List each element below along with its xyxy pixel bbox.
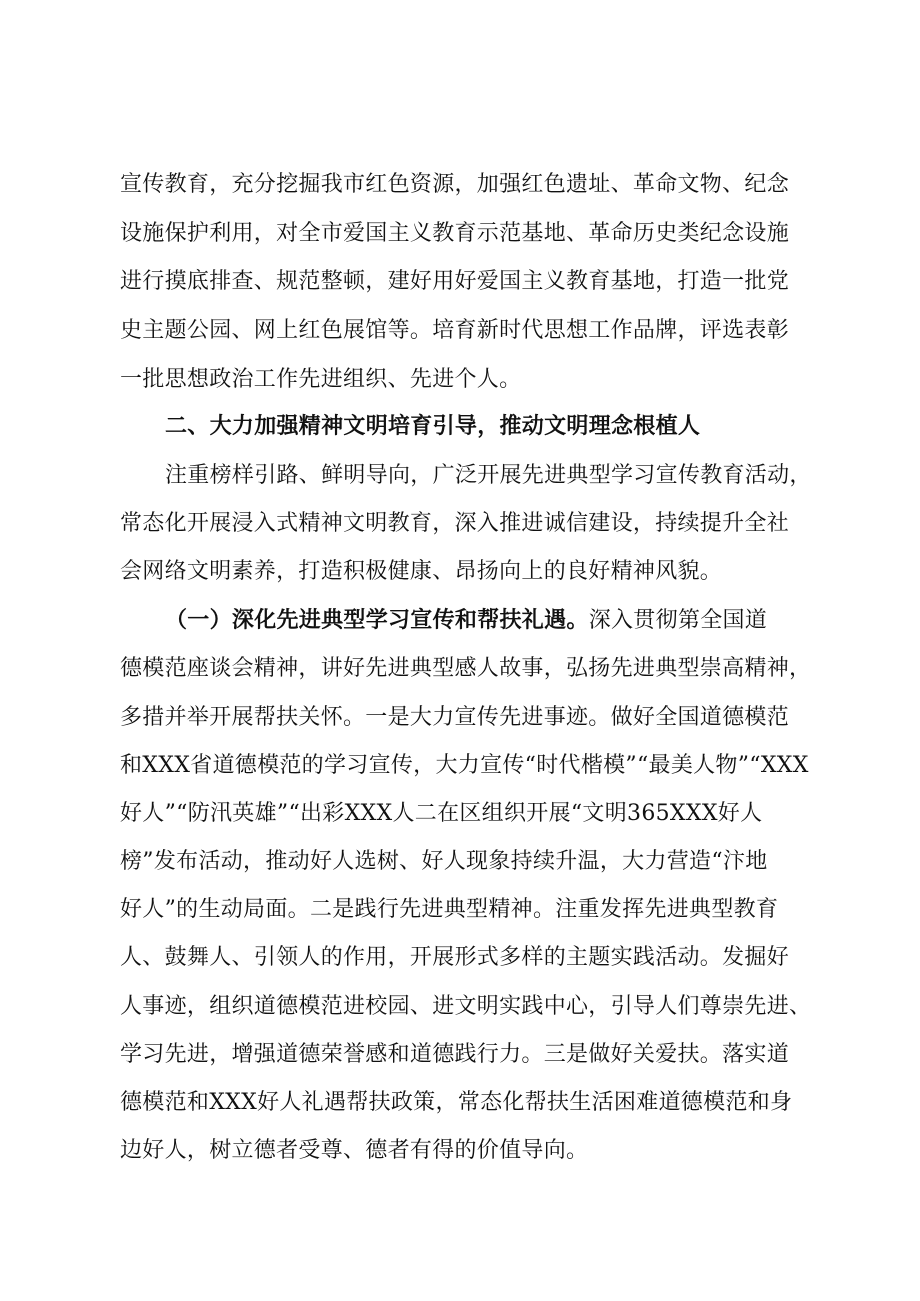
- subsection-first-line: [165, 607, 820, 635]
- paragraph-3-line-7: 人、鼓舞人、引领人的作用，开展形式多样的主题实践活动。发掘好: [120, 945, 790, 970]
- paragraph-3-line-4: 好人”“防汛英雄”“出彩XXX人二在区组织开展“文明365XXX好人: [120, 801, 763, 826]
- paragraph-3-line-9: 学习先进，增强道德荣誉感和道德践行力。三是做好关爱扶。落实道: [120, 1042, 790, 1067]
- paragraph-1-line-4: 史主题公园、网上红色展馆等。培育新时代思想工作品牌，评选表彰: [120, 318, 790, 343]
- paragraph-2-line-3: 会网络文明素养，打造积极健康、昂扬向上的良好精神风貌。: [120, 559, 723, 584]
- paragraph-2-line-2: 常态化开展浸入式精神文明教育，深入推进诚信建设，持续提升全社: [120, 511, 790, 536]
- paragraph-3-line-1: 德模范座谈会精神，讲好先进典型感人故事，弘扬先进典型崇高精神，: [120, 656, 812, 681]
- paragraph-3-line-8: 人事迹，组织道德模范进校园、进文明实践中心，引导人们尊崇先进、: [120, 994, 812, 1019]
- paragraph-1-line-3: 进行摸底排查、规范整顿，建好用好爱国主义教育基地，打造一批党: [120, 269, 790, 294]
- paragraph-1-line-1: 宣传教育，充分挖掘我市红色资源，加强红色遗址、革命文物、纪念: [120, 172, 790, 197]
- paragraph-1-line-5: 一批思想政治工作先进组织、先进个人。: [120, 367, 522, 392]
- paragraph-3-line-2: 多措并举开展帮扶关怀。一是大力宣传先进事迹。做好全国道德模范: [120, 705, 790, 730]
- section-heading: 二、大力加强精神文明培育引导，推动文明理念根植人: [165, 414, 701, 439]
- paragraph-1-line-2: 设施保护利用，对全市爱国主义教育示范基地、革命历史类纪念设施: [120, 221, 790, 246]
- paragraph-3-line-5: 榜”发布活动，推动好人选树、好人现象持续升温，大力营造“汴地: [120, 849, 768, 874]
- paragraph-3-line-10: 德模范和XXX好人礼遇帮扶政策，常态化帮扶生活困难道德模范和身: [120, 1090, 793, 1115]
- paragraph-3-line-3: 和XXX省道德模范的学习宣传，大力宣传“时代楷模”“最美人物”“XXX: [120, 753, 809, 778]
- subsection-title: （一）深化先进典型学习宣传和帮扶礼遇。: [165, 608, 589, 633]
- paragraph-3-line-11: 边好人，树立德者受尊、德者有得的价值导向。: [120, 1138, 589, 1163]
- paragraph-3-line-6: 好人”的生动局面。二是践行先进典型精神。注重发挥先进典型教育: [120, 897, 779, 922]
- paragraph-2-line-1: 注重榜样引路、鲜明导向，广泛开展先进典型学习宣传教育活动，: [165, 463, 812, 488]
- subsection-first-line-text: 深入贯彻第全国道: [588, 608, 768, 633]
